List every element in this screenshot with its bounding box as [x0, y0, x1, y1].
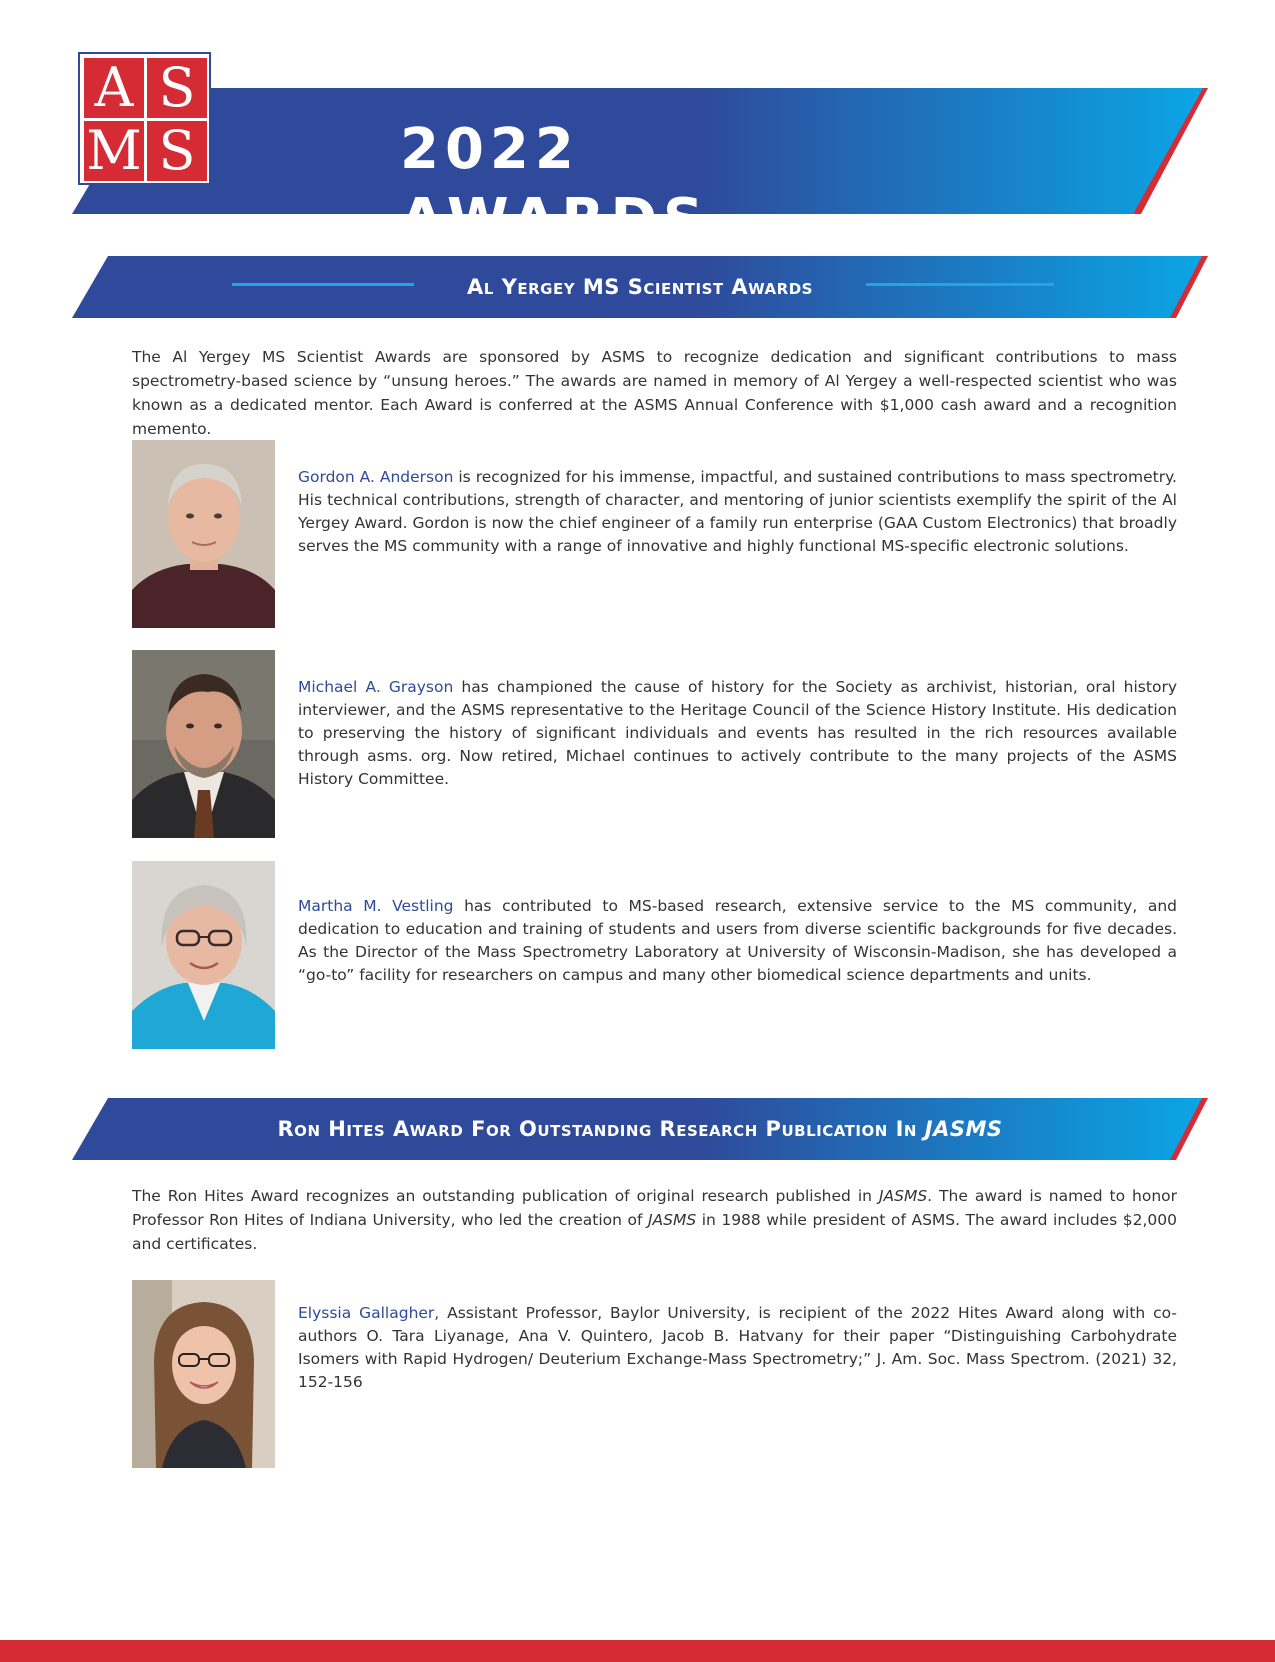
bio-martha-vestling: [298, 895, 1177, 987]
photo-elyssia-gallagher: [132, 1280, 275, 1468]
hites-intro: [132, 1184, 1177, 1256]
intro-text: The Ron Hites Award recognizes an outstanding publication of original research published in: [132, 1187, 879, 1205]
intro-journal: JASMS: [647, 1211, 697, 1229]
section-title-text: Ron Hites Award For Outstanding Research Publication In: [277, 1117, 925, 1141]
intro-text: . The award is named to honor Professor Ron Hites of Indiana University, who led the creation of: [132, 1187, 1177, 1229]
section-title-yergey: Al Yergey MS Scientist Awards: [467, 275, 813, 299]
recipient-bio: has championed the cause of history for the Society as archivist, historian, oral history interviewer, and the ASMS representative to the Heritage Council of the Science History Institute. His dedication to preserving the history of significant individuals and events has resulted in the rich resources available through asms. org. Now retired, Michael continues to actively contribute to the many projects of the ASMS History Committee.: [298, 678, 1177, 788]
recipient-bio: is recognized for his immense, impactful, and sustained contributions to mass spectrometry. His technical contributions, strength of character, and mentoring of junior scientists exemplify the spirit of the Al Yergey Award. Gordon is now the chief engineer of a family run enterprise (GAA Custom Electronics) that broadly serves the MS community with a range of innovative and highly functional MS-specific electronic solutions.: [298, 468, 1177, 555]
photo-martha-vestling: [132, 861, 275, 1049]
recipient-name: Elyssia Gallagher,: [298, 1304, 440, 1322]
logo-letter: S: [147, 58, 207, 118]
photo-michael-grayson: [132, 650, 275, 838]
recipient-name: Gordon A. Anderson: [298, 468, 454, 486]
logo-letter: S: [147, 121, 207, 181]
intro-text: in 1988 while president of ASMS. The award includes $2,000 and certificates.: [132, 1211, 1177, 1253]
bio-michael-grayson: [298, 676, 1177, 791]
section-title-hites: [72, 1098, 1208, 1160]
logo-letter: M: [84, 121, 144, 181]
photo-gordon-anderson: [132, 440, 275, 628]
recipient-name: Michael A. Grayson: [298, 678, 454, 696]
page-title: 2022 AWARDS: [400, 117, 710, 252]
yergey-intro: The Al Yergey MS Scientist Awards are sponsored by ASMS to recognize dedication and significant contributions to mass spectrometry-based science by “unsung heroes.” The awards are named in memory of Al Yergey a well-respected scientist who was known as a dedicated mentor. Each Award is conferred at the ASMS Annual Conference with $1,000 cash award and a recognition memento.: [132, 348, 1177, 438]
logo-letter: A: [84, 58, 144, 118]
section-title-journal: JASMS: [924, 1117, 1003, 1141]
recipient-bio: has contributed to MS-based research, extensive service to the MS community, and dedication to education and training of students and users from diverse scientific backgrounds for five decades. As the Director of the Mass Spectrometry Laboratory at University of Wisconsin-Madison, she has developed a “go-to” facility for researchers on campus and many other biomedical science departments and units.: [298, 897, 1177, 984]
recipient-bio: Assistant Professor, Baylor University, is recipient of the 2022 Hites Award along with co-authors O. Tara Liyanage, Ana V. Quintero, Jacob B. Hatvany for their paper “Distinguishing Carbohydrate Isomers with Rapid Hydrogen/ Deuterium Exchange-Mass Spectrometry;” J. Am. Soc. Mass Spectrom. (2021) 32, 152-156: [298, 1304, 1177, 1391]
bio-elyssia-gallagher: [298, 1302, 1177, 1394]
asms-logo: [78, 52, 211, 185]
bio-gordon-anderson: [298, 466, 1177, 558]
recipient-name: Martha M. Vestling: [298, 897, 454, 915]
intro-journal: JASMS: [878, 1187, 928, 1205]
footer-bar: [0, 1640, 1275, 1662]
